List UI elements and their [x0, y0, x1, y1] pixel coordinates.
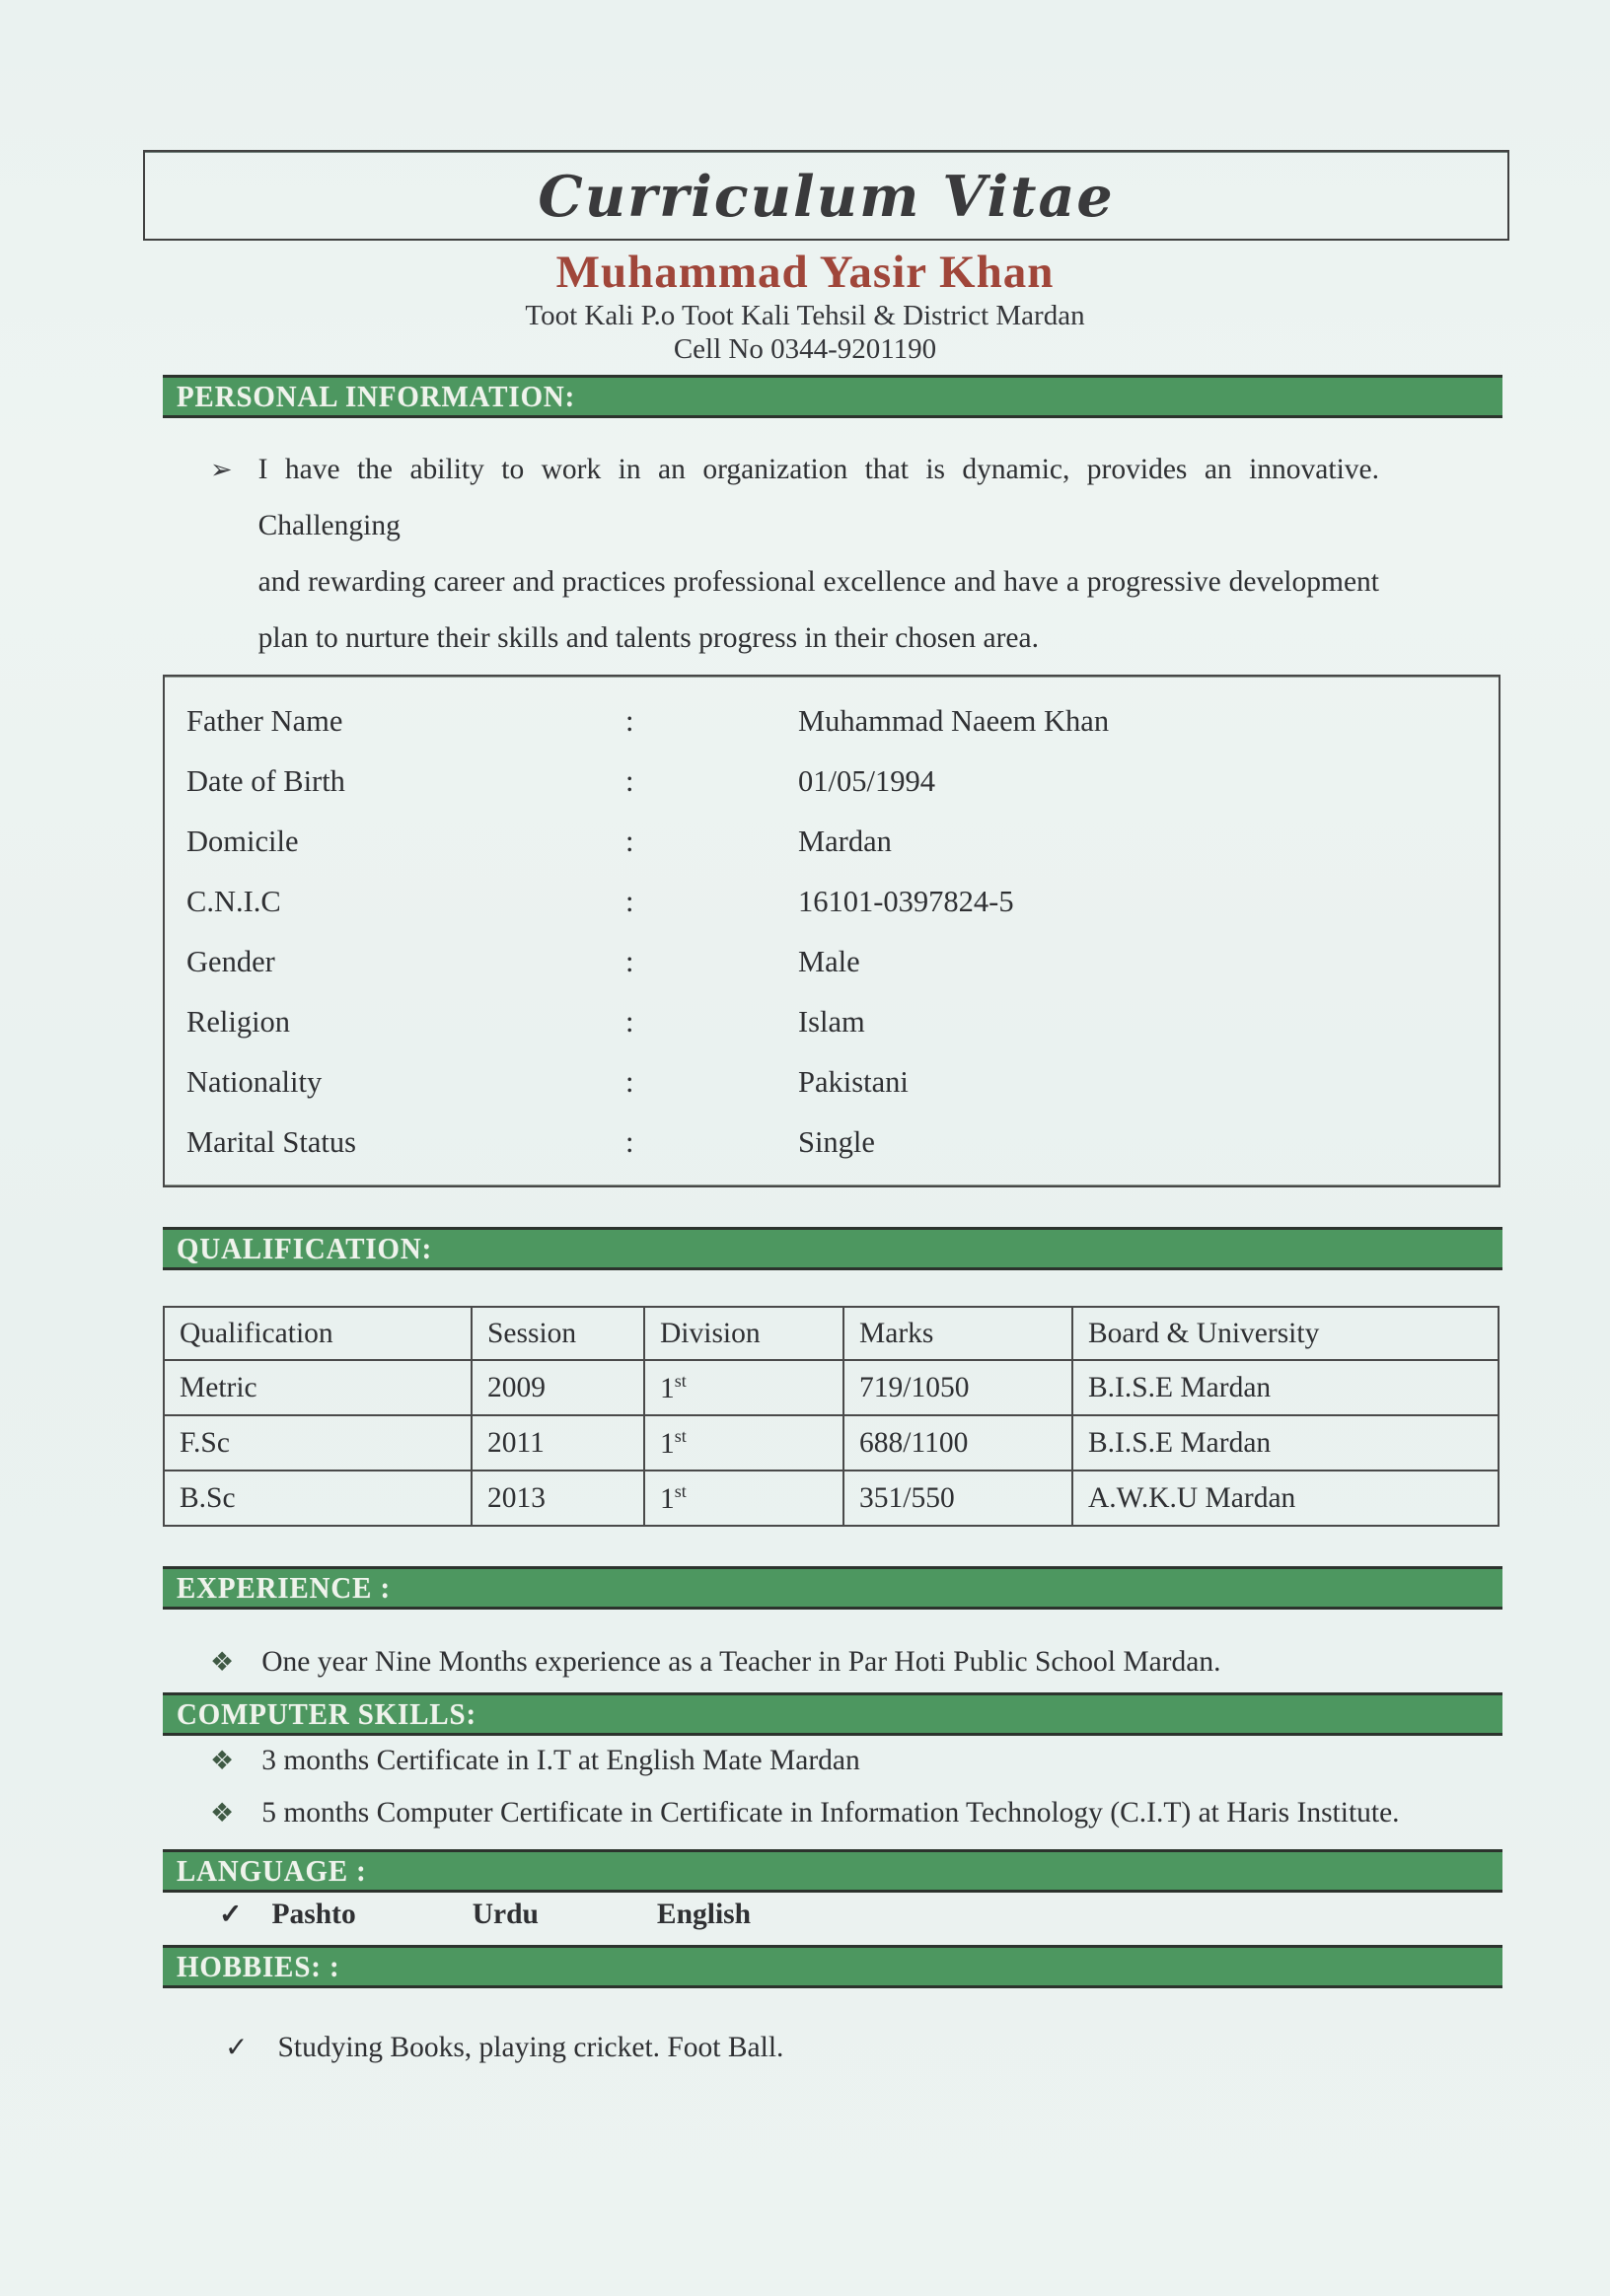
board-cell: A.W.K.U Mardan — [1072, 1471, 1499, 1526]
colon-separator: : — [625, 885, 634, 918]
hobby-item — [225, 2031, 1610, 2065]
candidate-name: Muhammad Yasir Khan — [555, 247, 1055, 298]
diamond-bullet-icon: ❖ — [210, 1746, 235, 1775]
language-item: English — [656, 1899, 752, 1930]
detail-label: Gender — [186, 945, 275, 978]
detail-label: Nationality — [186, 1065, 323, 1099]
colon-separator: : — [625, 1065, 634, 1099]
detail-value: 01/05/1994 — [798, 764, 935, 798]
section-header-personal-information — [163, 375, 1502, 418]
computer-skill-item — [210, 1796, 1610, 1830]
computer-skill-text: 3 months Certificate in I.T at English Mate Mardan — [261, 1745, 860, 1776]
hobby-text: Studying Books, playing cricket. Foot Ball. — [277, 2032, 784, 2063]
objective-line: and rewarding career and practices professional excellence and have a progressive development — [257, 566, 1379, 598]
column-header: Marks — [843, 1307, 1072, 1360]
diamond-bullet-icon: ❖ — [210, 1798, 235, 1828]
session-cell: 2009 — [472, 1360, 644, 1415]
qualification-cell: F.Sc — [164, 1415, 472, 1471]
column-header: Division — [644, 1307, 843, 1360]
diamond-bullet-icon: ❖ — [210, 1647, 235, 1677]
objective-line: I have the ability to work in an organization that is dynamic, provides an innovative. Challenging — [257, 454, 1379, 541]
division-cell: 1st — [644, 1360, 843, 1415]
section-header-computer-skills — [163, 1692, 1502, 1736]
section-heading-label: COMPUTER SKILLS: — [177, 1696, 477, 1731]
table-row — [165, 812, 1499, 872]
section-header-language — [163, 1849, 1502, 1893]
detail-label: Marital Status — [186, 1125, 356, 1159]
board-cell: B.I.S.E Mardan — [1072, 1415, 1499, 1471]
colon-separator: : — [625, 945, 634, 978]
qualification-table — [163, 1306, 1500, 1527]
colon-separator: : — [625, 1125, 634, 1159]
objective-paragraph — [210, 442, 1379, 667]
candidate-cell-number: Cell No 0344-9201190 — [673, 333, 937, 365]
section-heading-label: HOBBIES: : — [177, 1949, 340, 1983]
table-row — [165, 992, 1499, 1052]
table-row — [165, 691, 1499, 752]
experience-text: One year Nine Months experience as a Teacher in Par Hoti Public School Mardan. — [261, 1646, 1221, 1678]
objective-text — [258, 442, 1379, 667]
detail-value: Pakistani — [798, 1065, 909, 1099]
table-row — [165, 1112, 1499, 1173]
arrow-bullet-icon: ➢ — [210, 455, 233, 484]
detail-value: Single — [798, 1125, 875, 1159]
language-list — [219, 1898, 1610, 1931]
table-row — [164, 1360, 1499, 1415]
section-header-qualification — [163, 1227, 1502, 1270]
candidate-address: Toot Kali P.o Toot Kali Tehsil & District Mardan — [525, 300, 1085, 331]
column-header: Qualification — [164, 1307, 472, 1360]
objective-line: plan to nurture their skills and talents progress in their chosen area. — [257, 622, 1039, 654]
detail-value: Mardan — [798, 825, 892, 858]
detail-label: Religion — [186, 1005, 291, 1039]
language-item: Pashto — [271, 1899, 356, 1930]
table-row — [165, 1052, 1499, 1112]
detail-label: Father Name — [186, 704, 343, 738]
detail-label: C.N.I.C — [186, 885, 281, 918]
section-header-experience — [163, 1566, 1502, 1610]
detail-value: 16101-0397824-5 — [798, 885, 1014, 918]
table-row — [164, 1471, 1499, 1526]
section-heading-label: LANGUAGE : — [177, 1853, 367, 1888]
session-cell: 2011 — [472, 1415, 644, 1471]
qualification-cell: Metric — [164, 1360, 472, 1415]
division-cell: 1st — [644, 1415, 843, 1471]
detail-label: Domicile — [186, 825, 299, 858]
section-heading-label: QUALIFICATION: — [177, 1231, 433, 1265]
session-cell: 2013 — [472, 1471, 644, 1526]
colon-separator: : — [625, 704, 634, 738]
detail-value: Muhammad Naeem Khan — [798, 704, 1110, 738]
document-title: Curriculum Vitae — [538, 164, 1115, 230]
check-icon: ✓ — [225, 2033, 249, 2063]
section-heading-label: EXPERIENCE : — [177, 1570, 392, 1605]
title-box — [143, 150, 1509, 241]
section-heading-label: PERSONAL INFORMATION: — [177, 379, 576, 413]
cv-document-page — [0, 150, 1610, 2296]
experience-item — [210, 1645, 1610, 1679]
computer-skill-item — [210, 1744, 1610, 1777]
table-row — [165, 872, 1499, 932]
language-item: Urdu — [472, 1899, 539, 1930]
table-row — [164, 1415, 1499, 1471]
table-row — [165, 752, 1499, 812]
check-icon: ✓ — [219, 1900, 243, 1930]
detail-label: Date of Birth — [186, 764, 345, 798]
column-header: Session — [472, 1307, 644, 1360]
board-cell: B.I.S.E Mardan — [1072, 1360, 1499, 1415]
marks-cell: 688/1100 — [843, 1415, 1072, 1471]
table-header-row — [164, 1307, 1499, 1360]
computer-skill-text: 5 months Computer Certificate in Certificate in Information Technology (C.I.T) at Haris Institute. — [261, 1797, 1400, 1829]
marks-cell: 351/550 — [843, 1471, 1072, 1526]
personal-details-table — [163, 675, 1500, 1187]
section-header-hobbies — [163, 1945, 1502, 1988]
colon-separator: : — [625, 764, 634, 798]
marks-cell: 719/1050 — [843, 1360, 1072, 1415]
colon-separator: : — [625, 825, 634, 858]
detail-value: Islam — [798, 1005, 865, 1039]
division-cell: 1st — [644, 1471, 843, 1526]
column-header: Board & University — [1072, 1307, 1499, 1360]
table-row — [165, 932, 1499, 992]
colon-separator: : — [625, 1005, 634, 1039]
qualification-cell: B.Sc — [164, 1471, 472, 1526]
detail-value: Male — [798, 945, 860, 978]
